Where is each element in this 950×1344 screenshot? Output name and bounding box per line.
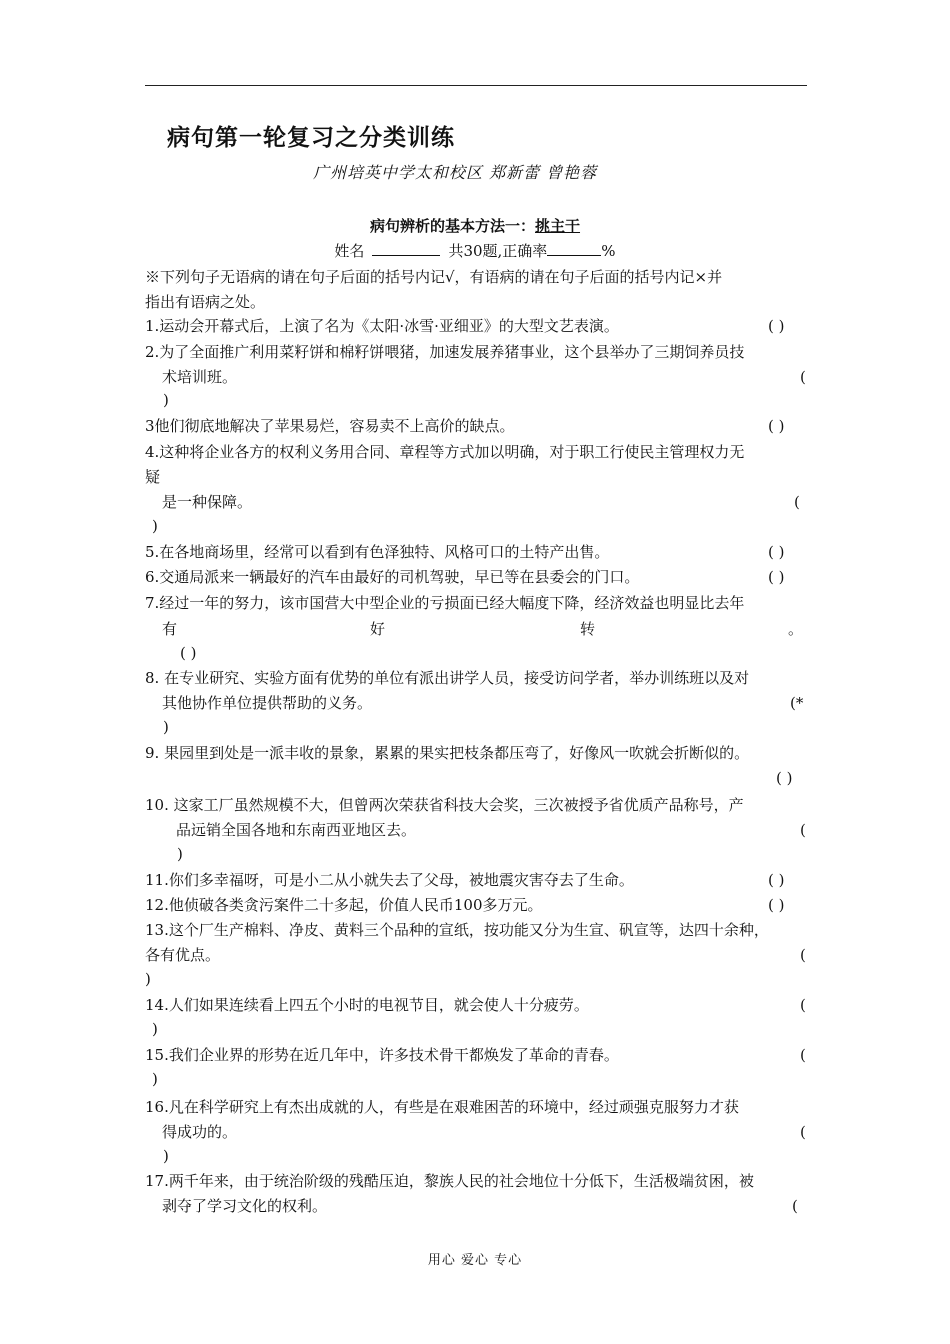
answer-paren-13-open[interactable]: ( <box>800 946 806 964</box>
question-8-line-1: 8. 在专业研究、实验方面有优势的单位有派出讲学人员，接受访问学者，举办训练班以及对 <box>145 669 750 687</box>
answer-paren-14-open[interactable]: ( <box>800 996 806 1014</box>
question-17-line-2: 剥夺了学习文化的权利。 <box>162 1197 328 1215</box>
question-7-word-1: 有 <box>162 620 178 638</box>
answer-paren-6[interactable]: ( ) <box>768 568 785 586</box>
answer-paren-10-open[interactable]: ( <box>800 821 806 839</box>
question-16-line-2: 得成功的。 <box>162 1123 238 1141</box>
author-byline: 广州培英中学太和校区 郑新蕾 曾艳蓉 <box>313 163 598 182</box>
question-11: 11.你们多幸福呀，可是小二从小就失去了父母，被地震灾害夺去了生命。 <box>145 871 634 889</box>
answer-paren-13-close[interactable]: ) <box>145 970 151 988</box>
total-label: 共30题,正确率 <box>448 242 548 260</box>
question-4-line-2: 疑 <box>145 468 161 486</box>
instruction-line-1: ※下列句子无语病的请在句子后面的括号内记√，有语病的请在句子后面的括号内记×并 <box>145 268 723 286</box>
question-7-word-4: 。 <box>788 620 804 638</box>
name-label: 姓名 <box>334 242 365 260</box>
answer-paren-7[interactable]: ( ) <box>180 644 197 662</box>
answer-paren-5[interactable]: ( ) <box>768 543 785 561</box>
question-17-line-1: 17.两千年来，由于统治阶级的残酷压迫，黎族人民的社会地位十分低下，生活极端贫困，被 <box>145 1172 754 1190</box>
header-rule <box>145 85 807 86</box>
score-blank[interactable] <box>547 241 601 256</box>
question-10-line-1: 10. 这家工厂虽然规模不大，但曾两次荣获省科技大会奖，三次被授予省优质产品称号，产 <box>145 796 744 814</box>
question-7-word-2: 好 <box>370 620 386 638</box>
question-13-line-1: 13.这个厂生产棉料、净皮、黄料三个品种的宣纸，按功能又分为生宣、矾宣等，达四十余种， <box>145 921 769 939</box>
question-2-line-1: 2.为了全面推广利用菜籽饼和棉籽饼喂猪，加速发展养猪事业，这个县举办了三期饲养员技 <box>145 343 745 361</box>
question-8-line-2: 其他协作单位提供帮助的义务。 <box>162 694 373 712</box>
question-3: 3他们彻底地解决了苹果易烂，容易卖不上高价的缺点。 <box>145 417 515 435</box>
answer-paren-16-close[interactable]: ) <box>163 1147 169 1165</box>
page-title: 病句第一轮复习之分类训练 <box>167 124 455 151</box>
question-15: 15.我们企业界的形势在近几年中，许多技术骨干都焕发了革命的青春。 <box>145 1046 619 1064</box>
answer-paren-4-open[interactable]: ( <box>794 493 800 511</box>
answer-paren-2-close[interactable]: ) <box>163 391 169 409</box>
answer-paren-9[interactable]: ( ) <box>776 769 793 787</box>
question-10-line-2: 品远销全国各地和东南西亚地区去。 <box>176 821 417 839</box>
answer-paren-17-open[interactable]: ( <box>792 1197 798 1215</box>
answer-paren-8-close[interactable]: ) <box>163 718 169 736</box>
answer-paren-14-close[interactable]: ) <box>152 1020 158 1038</box>
name-score-line <box>0 240 950 261</box>
answer-paren-4-close[interactable]: ) <box>152 517 158 535</box>
instruction-line-2: 指出有语病之处。 <box>145 293 266 311</box>
question-1: 1.运动会开幕式后，上演了名为《太阳·冰雪·亚细亚》的大型文艺表演。 <box>145 317 619 335</box>
method-heading <box>0 215 950 236</box>
answer-paren-16-open[interactable]: ( <box>800 1123 806 1141</box>
question-7-line-1: 7.经过一年的努力，该市国营大中型企业的亏损面已经大幅度下降，经济效益也明显比去年 <box>145 594 745 612</box>
question-4-line-1: 4.这种将企业各方的权利义务用合同、章程等方式加以明确，对于职工行使民主管理权力无 <box>145 443 745 461</box>
answer-paren-10-close[interactable]: ) <box>177 845 183 863</box>
method-label: 病句辨析的基本方法一： <box>369 217 535 235</box>
answer-paren-2-open[interactable]: ( <box>800 368 806 386</box>
question-2-line-2: 术培训班。 <box>162 368 238 386</box>
question-5: 5.在各地商场里，经常可以看到有色泽独特、风格可口的土特产出售。 <box>145 543 610 561</box>
method-keyword: 挑主干 <box>535 217 581 235</box>
answer-paren-8-open[interactable]: (* <box>790 694 804 712</box>
question-14: 14.人们如果连续看上四五个小时的电视节目，就会使人十分疲劳。 <box>145 996 589 1014</box>
page-footer: 用心 爱心 专心 <box>427 1253 523 1268</box>
question-13-line-2: 各有优点。 <box>145 946 221 964</box>
question-9: 9. 果园里到处是一派丰收的景象，累累的果实把枝条都压弯了，好像风一吹就会折断似的。 <box>145 744 750 762</box>
answer-paren-12[interactable]: ( ) <box>768 896 785 914</box>
answer-paren-3[interactable]: ( ) <box>768 417 785 435</box>
answer-paren-1[interactable]: ( ) <box>768 317 785 335</box>
answer-paren-11[interactable]: ( ) <box>768 871 785 889</box>
percent-sign: % <box>601 242 616 260</box>
answer-paren-15-open[interactable]: ( <box>800 1046 806 1064</box>
question-6: 6.交通局派来一辆最好的汽车由最好的司机驾驶，早已等在县委会的门口。 <box>145 568 640 586</box>
name-blank[interactable] <box>372 241 440 256</box>
question-7-word-3: 转 <box>580 620 596 638</box>
question-4-line-3: 是一种保障。 <box>162 493 253 511</box>
question-16-line-1: 16.凡在科学研究上有杰出成就的人，有些是在艰难困苦的环境中，经过顽强克服努力才获 <box>145 1098 739 1116</box>
question-12: 12.他侦破各类贪污案件二十多起，价值人民币100多万元。 <box>145 896 543 914</box>
answer-paren-15-close[interactable]: ) <box>152 1070 158 1088</box>
